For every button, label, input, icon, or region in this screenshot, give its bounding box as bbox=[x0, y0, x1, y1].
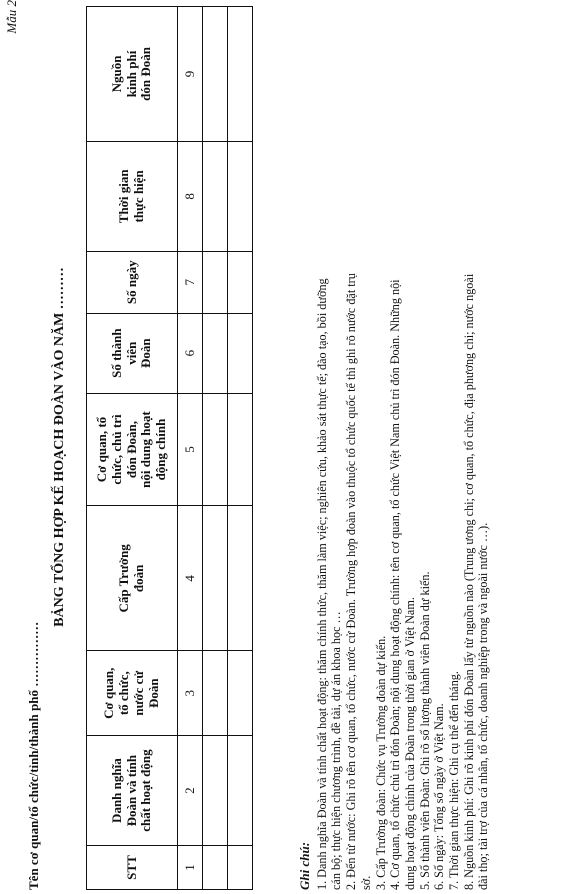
note-line: dung hoạt động chính của Đoàn trong thời gian ở Việt Nam. bbox=[402, 597, 417, 890]
note-line: 7. Thời gian thực hiện: Ghi cụ thể đến tháng. bbox=[447, 671, 462, 890]
header-head-level: Cấp Trưởng đoàn bbox=[87, 506, 178, 651]
note-line: 6. Số ngày: Tổng số ngày ở Việt Nam. bbox=[432, 703, 447, 890]
table-cell[interactable] bbox=[228, 313, 253, 393]
header-time: Thời gian thực hiện bbox=[87, 141, 178, 251]
table-cell: 8 bbox=[178, 141, 203, 251]
table-cell[interactable] bbox=[203, 393, 228, 506]
table-cell: 2 bbox=[178, 736, 203, 846]
note-line: sở. bbox=[358, 875, 373, 890]
table-cell[interactable] bbox=[203, 651, 228, 736]
table-cell[interactable] bbox=[203, 736, 228, 846]
header-funding: Nguồn kinh phí đón Đoàn bbox=[87, 7, 178, 142]
notes-heading: Ghi chú: bbox=[297, 841, 312, 890]
header-member-count: Số thành viên Đoàn bbox=[87, 313, 178, 393]
table-cell[interactable] bbox=[203, 141, 228, 251]
note-line: 5. Số thành viên Đoàn: Ghi rõ số lượng thành viên Đoàn dự kiến. bbox=[417, 571, 432, 890]
note-line: 8. Nguồn kinh phí: Ghi rõ kinh phí đón Đoàn lấy từ nguồn nào (Trung ương chi; cơ quan, tổ chức, địa phương chi; nước ngoài bbox=[461, 273, 476, 890]
table-cell: 3 bbox=[178, 651, 203, 736]
table-cell[interactable] bbox=[228, 251, 253, 313]
table-cell[interactable] bbox=[228, 7, 253, 142]
table-cell[interactable] bbox=[203, 251, 228, 313]
table-cell[interactable] bbox=[203, 506, 228, 651]
document-title: BẢNG TỔNG HỢP KẾ HOẠCH ĐOÀN VÀO NĂM ……… bbox=[52, 267, 67, 627]
note-line: đài thọ; tài trợ của cá nhân, tổ chức, doanh nghiệp trong và ngoài nước …). bbox=[476, 522, 491, 890]
table-cell: 5 bbox=[178, 393, 203, 506]
header-host-org: Cơ quan, tổ chức, chủ trì đón Đoàn, nội dung hoạt động chính bbox=[87, 393, 178, 506]
table-cell[interactable] bbox=[228, 651, 253, 736]
notes-section bbox=[298, 4, 491, 890]
table-cell[interactable] bbox=[228, 736, 253, 846]
organization-line: Tên cơ quan/tổ chức/tỉnh/thành phố …………… bbox=[26, 621, 41, 890]
note-line: 3. Cấp Trưởng đoàn: Chức vụ Trưởng đoàn dự kiến. bbox=[373, 635, 388, 890]
table-cell: 1 bbox=[178, 846, 203, 890]
table-cell: 4 bbox=[178, 506, 203, 651]
table-cell: 6 bbox=[178, 313, 203, 393]
plan-table bbox=[86, 6, 253, 890]
note-line: 4. Cơ quan, tổ chức chủ trì đón Đoàn; nội dung hoạt động chính: tên cơ quan, tổ chức Việt Nam chủ trì đón Đoàn. Những nội bbox=[388, 279, 403, 890]
table-cell[interactable] bbox=[228, 846, 253, 890]
header-delegation-title: Danh nghĩa Đoàn và tính chất hoạt động bbox=[87, 736, 178, 846]
table-cell[interactable] bbox=[228, 393, 253, 506]
table-cell: 9 bbox=[178, 7, 203, 142]
table-cell[interactable] bbox=[228, 141, 253, 251]
header-days: Số ngày bbox=[87, 251, 178, 313]
table-cell[interactable] bbox=[228, 506, 253, 651]
table-row bbox=[203, 7, 228, 890]
note-line: cán bộ; thực hiện chương trình, đề tài, dự án khoa học … bbox=[329, 611, 344, 890]
table-cell[interactable] bbox=[203, 313, 228, 393]
header-sending-org: Cơ quan, tổ chức, nước cử Đoàn bbox=[87, 651, 178, 736]
table-row bbox=[228, 7, 253, 890]
table-header-row bbox=[87, 7, 178, 890]
table-row bbox=[178, 7, 203, 890]
header-stt: STT bbox=[87, 846, 178, 890]
table-cell[interactable] bbox=[203, 7, 228, 142]
note-line: 1. Danh nghĩa Đoàn và tính chất hoạt động: thăm chính thức, thăm làm việc; nghiên cứu, khảo sát thực tế; đào tạo, bồi dưỡng bbox=[314, 278, 329, 890]
form-number: Mẫu 2 bbox=[4, 0, 19, 34]
table-cell: 7 bbox=[178, 251, 203, 313]
table-cell[interactable] bbox=[203, 846, 228, 890]
note-line: 2. Đến từ nước: Ghi rõ tên cơ quan, tổ chức, nước cử Đoàn. Trường hợp đoàn vào thuộc tổ chức quốc tế thì ghi rõ nước đặt trụ bbox=[344, 273, 359, 890]
